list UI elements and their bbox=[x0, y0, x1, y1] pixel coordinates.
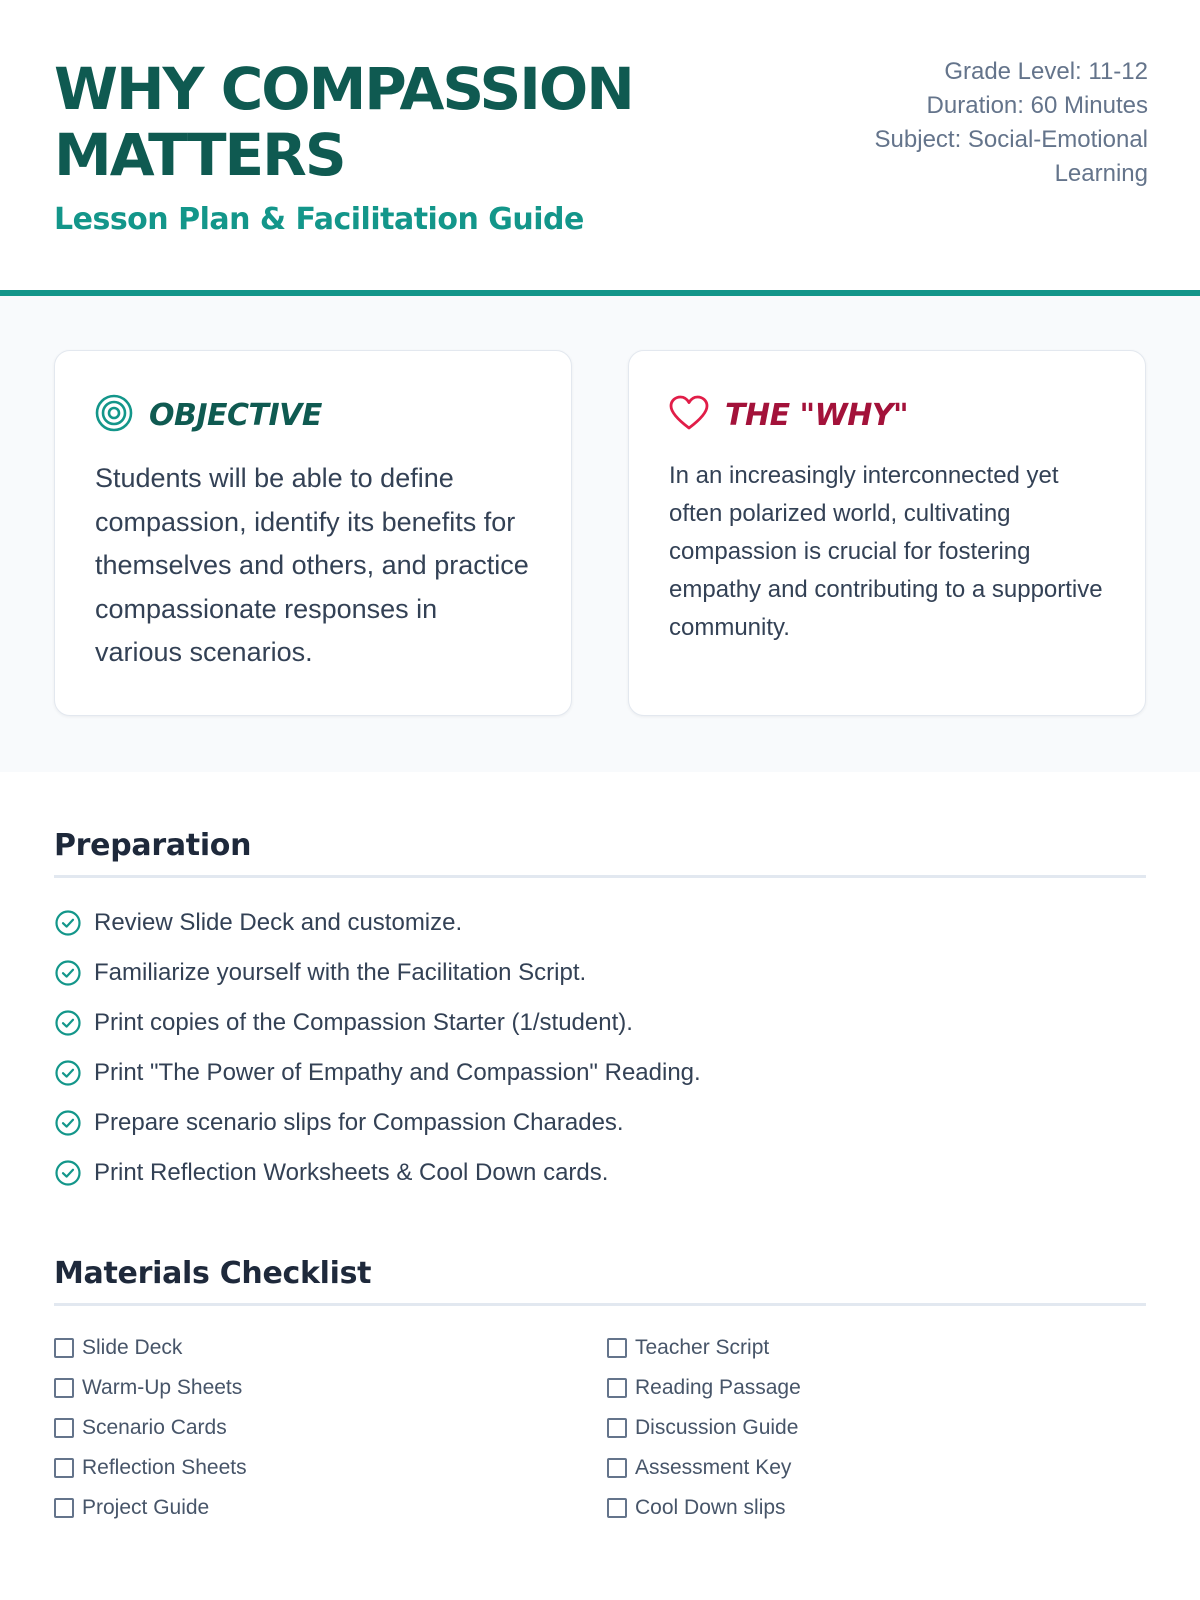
main-content bbox=[0, 772, 1200, 1528]
check-circle-icon bbox=[54, 909, 82, 937]
checklist-item[interactable] bbox=[607, 1408, 1127, 1448]
list-item bbox=[54, 998, 1146, 1048]
objective-card-header bbox=[95, 393, 531, 437]
checkbox[interactable] bbox=[54, 1418, 74, 1438]
checklist-item[interactable] bbox=[607, 1368, 1127, 1408]
list-item-label: Review Slide Deck and customize. bbox=[94, 909, 463, 936]
checkbox[interactable] bbox=[607, 1418, 627, 1438]
checklist-item-label: Teacher Script bbox=[635, 1336, 770, 1359]
grade-level: Grade Level: 11-12 bbox=[944, 58, 1148, 85]
list-item bbox=[54, 948, 1146, 998]
why-title: THE "WHY" bbox=[725, 397, 909, 433]
lesson-header bbox=[0, 0, 1200, 296]
page-subtitle: Lesson Plan & Facilitation Guide bbox=[54, 202, 584, 237]
checklist-item-label: Discussion Guide bbox=[635, 1416, 799, 1439]
checkbox[interactable] bbox=[54, 1458, 74, 1478]
list-item-label: Prepare scenario slips for Compassion Charades. bbox=[94, 1109, 624, 1136]
heart-icon bbox=[669, 395, 709, 436]
list-item bbox=[54, 1098, 1146, 1148]
checklist-item-label: Reading Passage bbox=[635, 1376, 801, 1399]
checklist-item-label: Cool Down slips bbox=[635, 1496, 786, 1519]
list-item-label: Print copies of the Compassion Starter (1/student). bbox=[94, 1009, 633, 1036]
list-item-label: Print "The Power of Empathy and Compassion" Reading. bbox=[94, 1059, 701, 1086]
checklist-item[interactable] bbox=[54, 1408, 607, 1448]
checklist-item-label: Warm-Up Sheets bbox=[82, 1376, 243, 1399]
checklist-item[interactable] bbox=[54, 1328, 607, 1368]
duration: Duration: 60 Minutes bbox=[926, 92, 1148, 119]
checkbox[interactable] bbox=[607, 1338, 627, 1358]
checkbox[interactable] bbox=[607, 1458, 627, 1478]
materials-title: Materials Checklist bbox=[54, 1256, 1146, 1306]
materials-checklist bbox=[54, 1328, 1146, 1528]
checkbox[interactable] bbox=[607, 1498, 627, 1518]
preparation-list bbox=[54, 898, 1146, 1198]
intro-cards bbox=[0, 296, 1200, 772]
checklist-item-label: Project Guide bbox=[82, 1496, 210, 1519]
subject: Subject: Social-Emotional Learning bbox=[874, 126, 1148, 187]
page-title: WHY COMPASSION MATTERS bbox=[54, 55, 633, 189]
checklist-item[interactable] bbox=[607, 1328, 1127, 1368]
preparation-title: Preparation bbox=[54, 828, 1146, 878]
materials-section bbox=[54, 1256, 1146, 1528]
why-text: In an increasingly interconnected yet often polarized world, cultivating compassion is crucial for fostering empathy and contributing to a supportive community. bbox=[669, 462, 1103, 641]
checkbox[interactable] bbox=[54, 1378, 74, 1398]
check-circle-icon bbox=[54, 959, 82, 987]
check-circle-icon bbox=[54, 1009, 82, 1037]
objective-card bbox=[54, 350, 572, 716]
checklist-item-label: Scenario Cards bbox=[82, 1416, 227, 1439]
list-item-label: Print Reflection Worksheets & Cool Down cards. bbox=[94, 1159, 609, 1186]
list-item bbox=[54, 898, 1146, 948]
list-item bbox=[54, 1148, 1146, 1198]
checklist-item-label: Assessment Key bbox=[635, 1456, 792, 1479]
checklist-item[interactable] bbox=[54, 1488, 607, 1528]
check-circle-icon bbox=[54, 1109, 82, 1137]
checkbox[interactable] bbox=[54, 1498, 74, 1518]
lesson-meta bbox=[848, 55, 1148, 191]
check-circle-icon bbox=[54, 1159, 82, 1187]
why-card-header bbox=[669, 393, 1105, 437]
check-circle-icon bbox=[54, 1059, 82, 1087]
objective-text: Students will be able to define compassion, identify its benefits for themselves and others, and practice compassionate responses in various scenarios. bbox=[95, 463, 529, 667]
checklist-item[interactable] bbox=[607, 1448, 1127, 1488]
why-card bbox=[628, 350, 1146, 716]
checklist-item[interactable] bbox=[54, 1448, 607, 1488]
checkbox[interactable] bbox=[607, 1378, 627, 1398]
list-item bbox=[54, 1048, 1146, 1098]
preparation-section bbox=[54, 828, 1146, 1198]
checkbox[interactable] bbox=[54, 1338, 74, 1358]
target-icon bbox=[95, 394, 133, 437]
list-item-label: Familiarize yourself with the Facilitation Script. bbox=[94, 959, 587, 986]
objective-title: OBJECTIVE bbox=[149, 397, 322, 433]
checklist-item-label: Slide Deck bbox=[82, 1336, 183, 1359]
checklist-item-label: Reflection Sheets bbox=[82, 1456, 247, 1479]
checklist-item[interactable] bbox=[607, 1488, 1127, 1528]
checklist-item[interactable] bbox=[54, 1368, 607, 1408]
